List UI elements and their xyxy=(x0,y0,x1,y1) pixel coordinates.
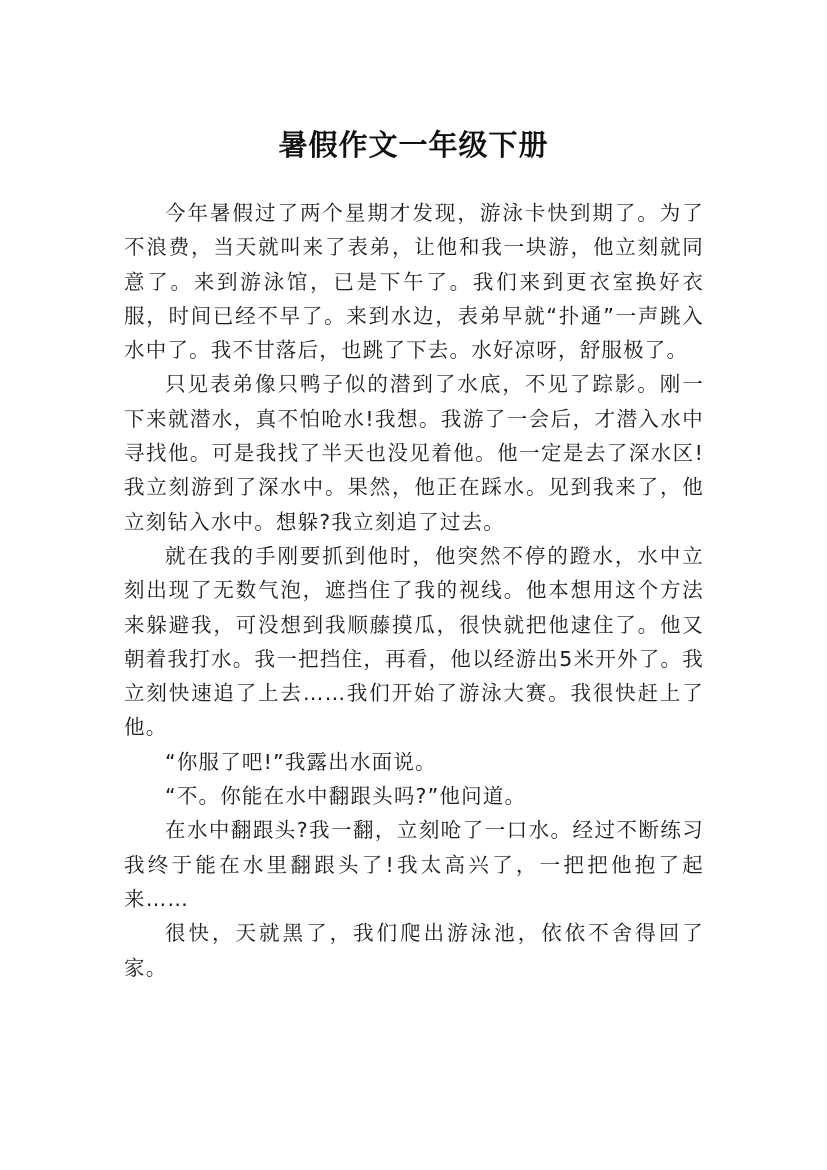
dialogue-paragraph: “你服了吧!”我露出水面说。 xyxy=(165,749,437,774)
dialogue-paragraph: “不。你能在水中翻跟头吗?”他问道。 xyxy=(165,784,527,809)
paragraph: 很快，天就黑了，我们爬出游泳池，依依不舍得回了家。 xyxy=(124,921,704,980)
paragraph: 在水中翻跟头?我一翻，立刻呛了一口水。经过不断练习我终于能在水里翻跟头了!我太高兴了，一把把他抱了起来…… xyxy=(124,818,704,911)
document-body xyxy=(124,196,704,985)
document-title: 暑假作文一年级下册 xyxy=(278,128,549,163)
paragraph: 就在我的手刚要抓到他时，他突然不停的蹬水，水中立刻出现了无数气泡，遮挡住了我的视线。他本想用这个方法来躲避我，可没想到我顺藤摸瓜，很快就把他逮住了。他又朝着我打水。我一把挡住，再看，他以经游出5米开外了。我立刻快速追了上去……我们开始了游泳大赛。我很快赶上了他。 xyxy=(124,543,704,740)
paragraph: 只见表弟像只鸭子似的潜到了水底，不见了踪影。刚一下来就潜水，真不怕呛水!我想。我游了一会后，才潜入水中寻找他。可是我找了半天也没见着他。他一定是去了深水区!我立刻游到了深水中。果然，他正在踩水。见到我来了，他立刻钻入水中。想躲?我立刻追了过去。 xyxy=(124,372,704,534)
paragraph: 今年暑假过了两个星期才发现，游泳卡快到期了。为了不浪费，当天就叫来了表弟，让他和我一块游，他立刻就同意了。来到游泳馆，已是下午了。我们来到更衣室换好衣服，时间已经不早了。来到水边，表弟早就“扑通”一声跳入水中了。我不甘落后，也跳了下去。水好凉呀，舒服极了。 xyxy=(124,201,704,363)
